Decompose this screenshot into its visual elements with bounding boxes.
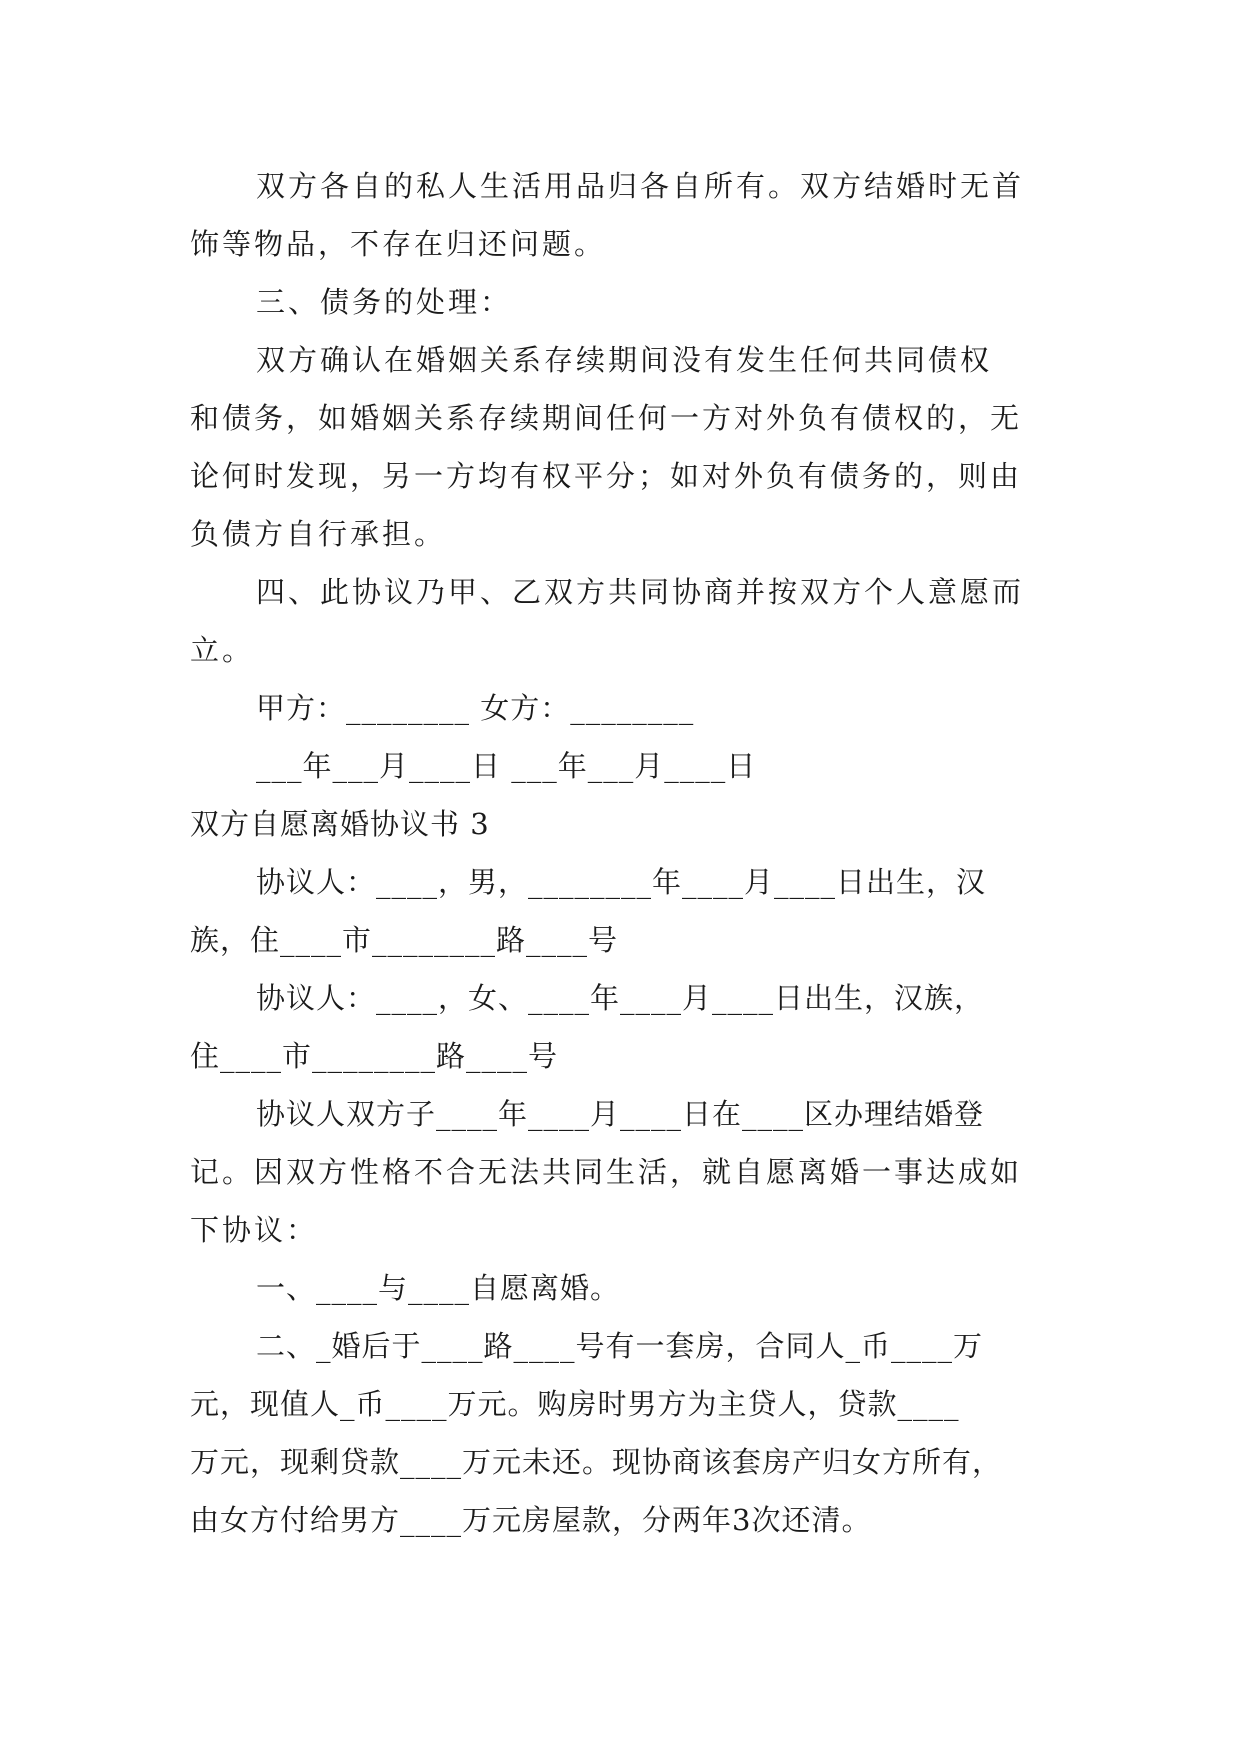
paragraph-line: 协议人双方子____年____月____日在____区办理结婚登: [256, 1097, 985, 1131]
paragraph-line: 下协议：: [190, 1213, 319, 1247]
paragraph-line: 负债方自行承担。: [190, 517, 447, 551]
paragraph-line: 双方确认在婚姻关系存续期间没有发生任何共同债权: [256, 343, 993, 377]
paragraph-line: 协议人：____，男，________年____月____日出生，汉: [256, 865, 987, 899]
paragraph-line: 协议人：____，女、____年____月____日出生，汉族，: [256, 981, 985, 1015]
paragraph-line: 四、此协议乃甲、乙双方共同协商并按双方个人意愿而: [256, 575, 1025, 609]
signature-line: 甲方：________ 女方：________: [256, 691, 695, 725]
paragraph-line: 由女方付给男方____万元房屋款，分两年3次还清。: [190, 1503, 872, 1537]
paragraph-line: 族，住____市________路____号: [190, 923, 619, 957]
paragraph-line: 记。因双方性格不合无法共同生活，就自愿离婚一事达成如: [190, 1155, 1023, 1189]
paragraph-line: 双方各自的私人生活用品归各自所有。双方结婚时无首: [256, 169, 1025, 203]
paragraph-line: 论何时发现，另一方均有权平分；如对外负有债务的，则由: [190, 459, 1023, 493]
paragraph-line: 二、_婚后于____路____号有一套房，合同人_币____万: [256, 1329, 984, 1363]
paragraph-line: 住____市________路____号: [190, 1039, 559, 1073]
paragraph-line: 和债务，如婚姻关系存续期间任何一方对外负有债权的，无: [190, 401, 1023, 435]
date-line: ___年___月____日 ___年___月____日: [256, 749, 757, 783]
paragraph-line: 饰等物品，不存在归还问题。: [190, 227, 607, 261]
paragraph-line: 一、____与____自愿离婚。: [256, 1271, 621, 1305]
paragraph-line: 立。: [190, 633, 255, 667]
document-title: 双方自愿离婚协议书 3: [190, 807, 490, 841]
paragraph-line: 元，现值人_币____万元。购房时男方为主贷人，贷款____: [190, 1387, 960, 1421]
paragraph-line: 万元，现剩贷款____万元未还。现协商该套房产归女方所有，: [190, 1445, 1003, 1479]
section-heading: 三、债务的处理：: [256, 285, 513, 319]
